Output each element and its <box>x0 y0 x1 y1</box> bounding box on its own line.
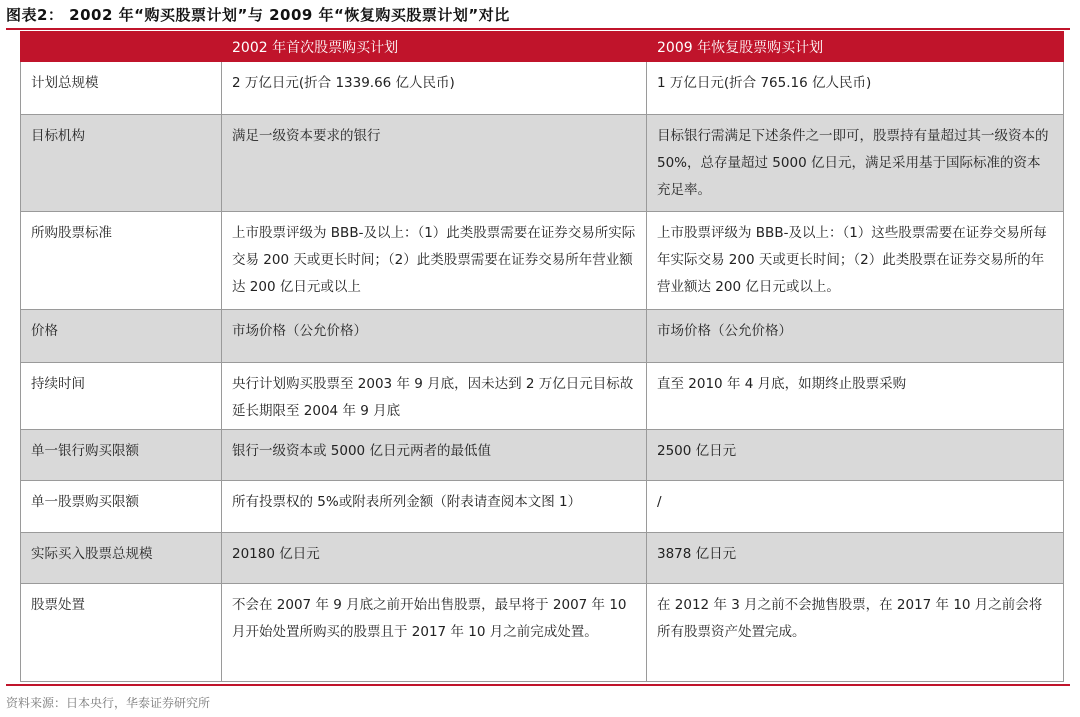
table-row <box>21 310 1064 363</box>
cell-2009: / <box>647 481 1064 533</box>
cell-2009: 2500 亿日元 <box>647 430 1064 481</box>
cell-2002: 2 万亿日元(折合 1339.66 亿人民币) <box>222 62 647 115</box>
cell-2009: 1 万亿日元(折合 765.16 亿人民币) <box>647 62 1064 115</box>
table-row <box>21 363 1064 430</box>
cell-2002: 所有投票权的 5%或附表所列金额（附表请查阅本文图 1） <box>222 481 647 533</box>
cell-2002: 银行一级资本或 5000 亿日元两者的最低值 <box>222 430 647 481</box>
header-cell-blank <box>21 32 222 62</box>
table-row <box>21 115 1064 212</box>
row-label: 实际买入股票总规模 <box>21 533 222 584</box>
table-row <box>21 481 1064 533</box>
table-row <box>21 212 1064 310</box>
top-rule <box>6 28 1070 30</box>
cell-2002: 央行计划购买股票至 2003 年 9 月底，因未达到 2 万亿日元目标故延长期限至 2004 年 9 月底 <box>222 363 647 430</box>
row-label: 股票处置 <box>21 584 222 682</box>
cell-2002: 20180 亿日元 <box>222 533 647 584</box>
comparison-table <box>20 31 1064 682</box>
source-note: 资料来源：日本央行，华泰证券研究所 <box>6 696 211 710</box>
cell-2009: 上市股票评级为 BBB-及以上：（1）这些股票需要在证券交易所每年实际交易 200 天或更长时间；（2）此类股票在证券交易所的年营业额达 200 亿日元或以上。 <box>647 212 1064 310</box>
row-label: 单一银行购买限额 <box>21 430 222 481</box>
row-label: 单一股票购买限额 <box>21 481 222 533</box>
cell-2009: 在 2012 年 3 月之前不会抛售股票，在 2017 年 10 月之前会将所有股票资产处置完成。 <box>647 584 1064 682</box>
cell-2002: 满足一级资本要求的银行 <box>222 115 647 212</box>
header-cell-2002: 2002 年首次股票购买计划 <box>222 32 647 62</box>
cell-2002: 不会在 2007 年 9 月底之前开始出售股票，最早将于 2007 年 10 月开始处置所购买的股票且于 2017 年 10 月之前完成处置。 <box>222 584 647 682</box>
table-row <box>21 584 1064 682</box>
cell-2009: 目标银行需满足下述条件之一即可，股票持有量超过其一级资本的 50%，总存量超过 5000 亿日元，满足采用基于国际标准的资本充足率。 <box>647 115 1064 212</box>
table-row <box>21 62 1064 115</box>
row-label: 价格 <box>21 310 222 363</box>
row-label: 所购股票标准 <box>21 212 222 310</box>
row-label: 目标机构 <box>21 115 222 212</box>
table-row <box>21 533 1064 584</box>
figure-title: 图表2： 2002 年“购买股票计划”与 2009 年“恢复购买股票计划”对比 <box>6 6 510 24</box>
row-label: 持续时间 <box>21 363 222 430</box>
header-cell-2009: 2009 年恢复股票购买计划 <box>647 32 1064 62</box>
table-header-row <box>21 32 1064 62</box>
cell-2009: 直至 2010 年 4 月底，如期终止股票采购 <box>647 363 1064 430</box>
cell-2002: 市场价格（公允价格） <box>222 310 647 363</box>
bottom-rule <box>6 684 1070 686</box>
cell-2009: 市场价格（公允价格） <box>647 310 1064 363</box>
cell-2009: 3878 亿日元 <box>647 533 1064 584</box>
table-row <box>21 430 1064 481</box>
row-label: 计划总规模 <box>21 62 222 115</box>
cell-2002: 上市股票评级为 BBB-及以上：（1）此类股票需要在证券交易所实际交易 200 天或更长时间；（2）此类股票需要在证券交易所年营业额达 200 亿日元或以上 <box>222 212 647 310</box>
